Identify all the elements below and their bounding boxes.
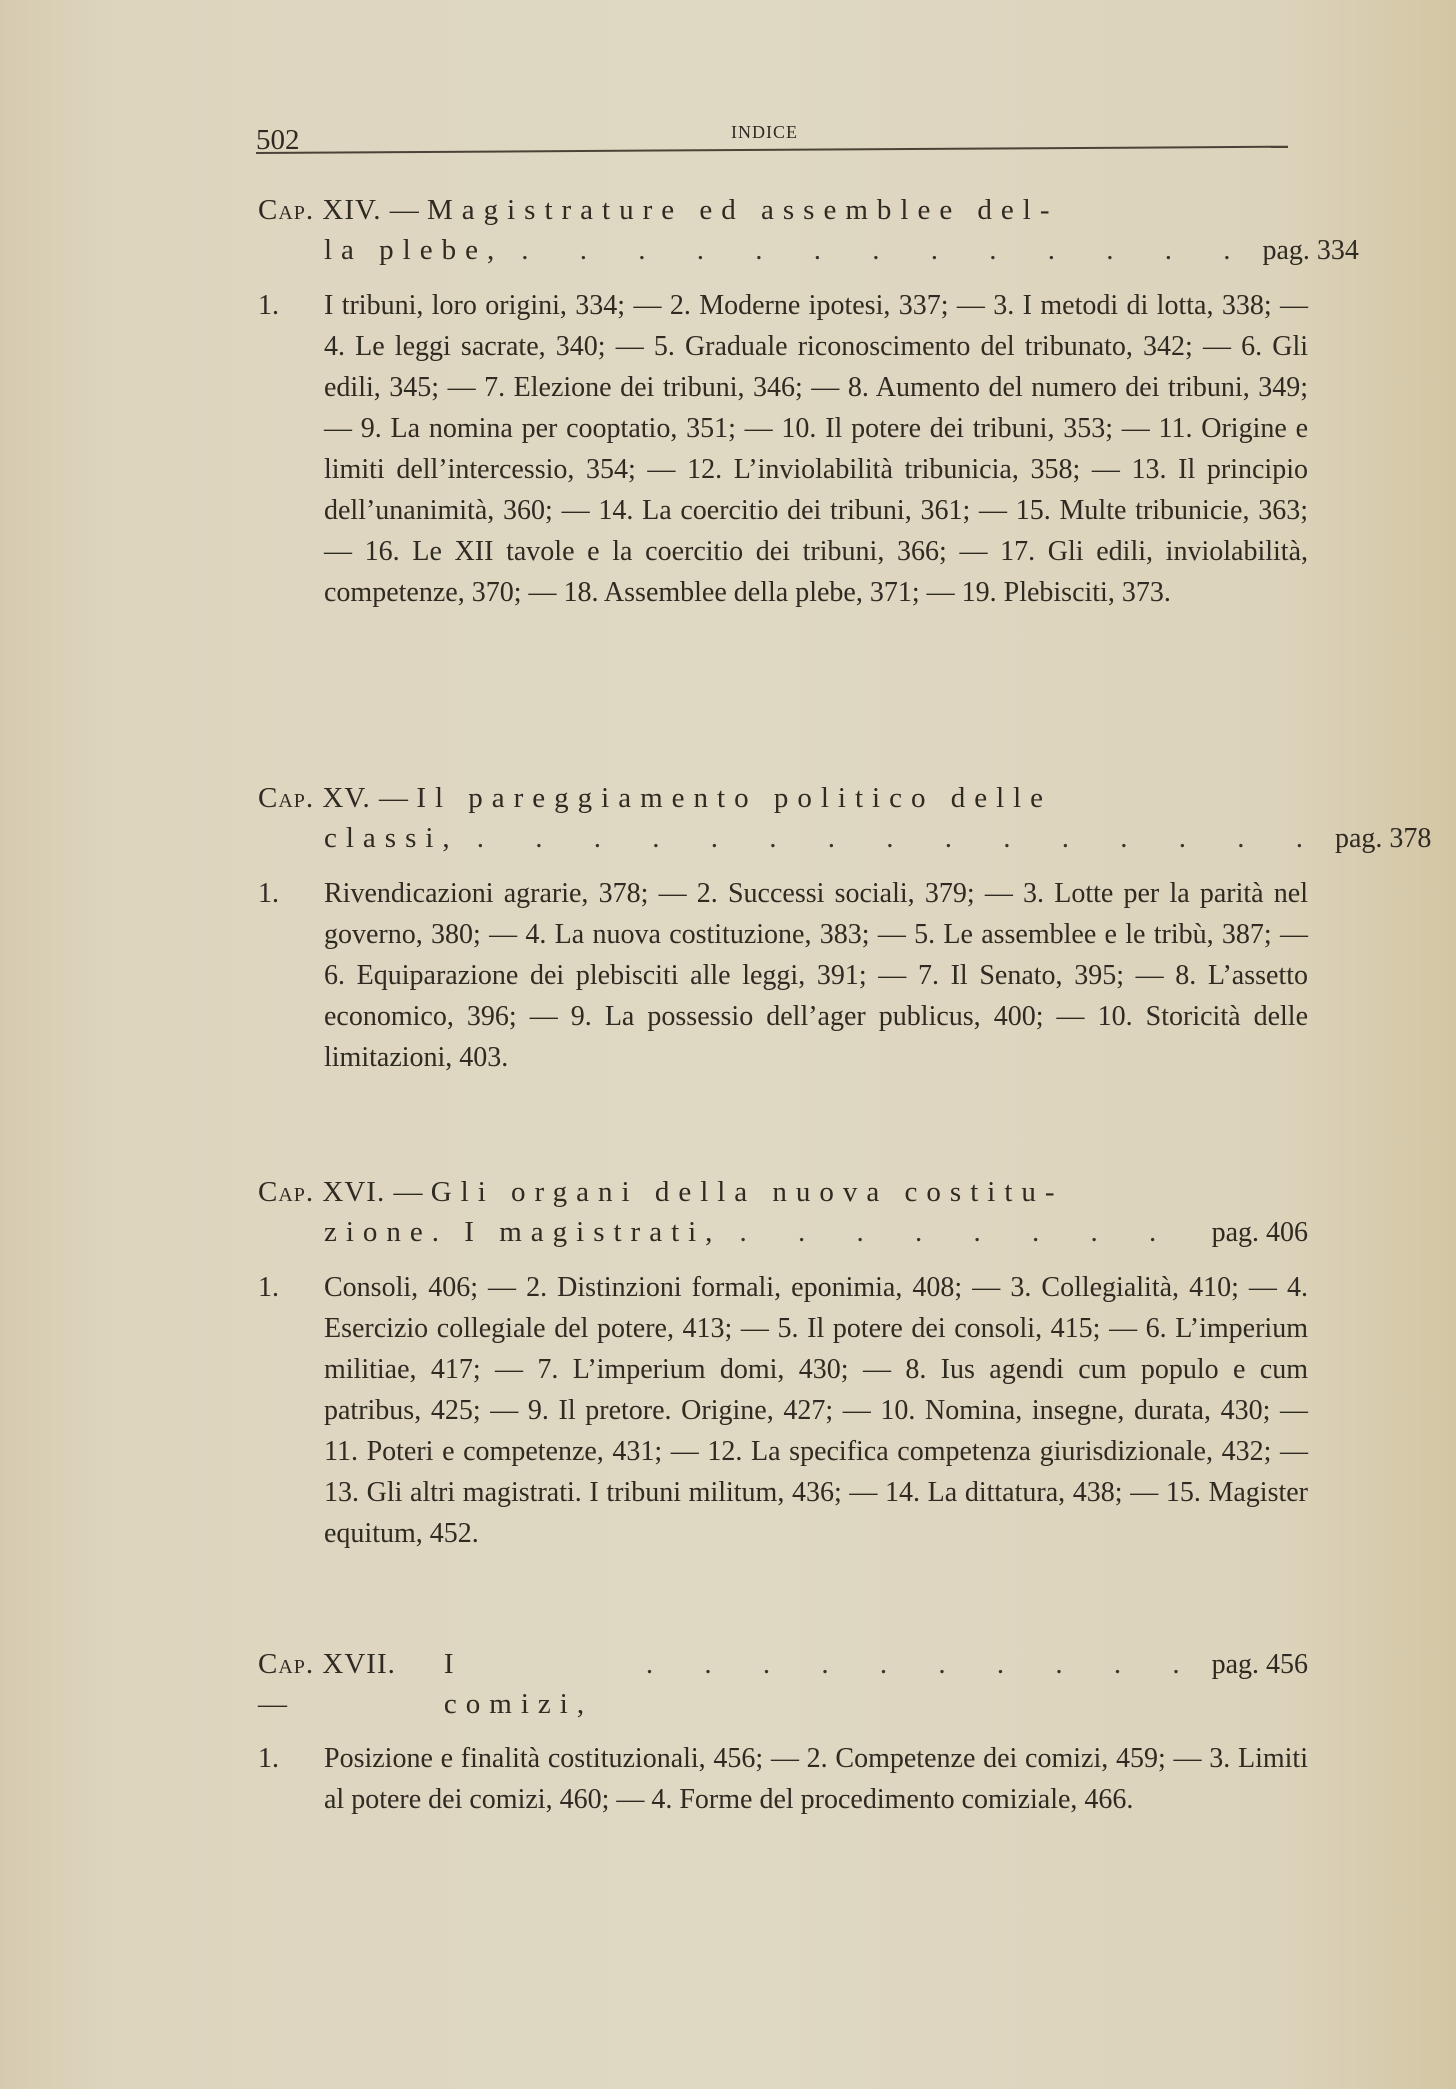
sections-text: Posizione e finalità costituzionali, 456; — 2. Competenze dei comizi, 459; — 3. Limiti al potere dei comizi, 460; — 4. Forme del procedimento comiziale, 466. — [324, 1743, 1308, 1815]
section-number: 1. — [258, 1743, 279, 1774]
chapter-xvi — [258, 1172, 1308, 1554]
chapter-page-ref: pag. 378 — [1334, 823, 1432, 854]
chapter-title-line1: Gli organi della nuova costitu- — [430, 1176, 1064, 1208]
section-number: 1. — [258, 1272, 279, 1303]
chapter-title-line2: la plebe, — [324, 234, 504, 266]
chapter-page-ref: pag. 456 — [1211, 1649, 1308, 1680]
chapter-xvii — [258, 1644, 1308, 1820]
section-number: 1. — [258, 290, 279, 321]
section-number: 1. — [258, 878, 279, 909]
sections-text: I tribuni, loro origini, 334; — 2. Moderne ipotesi, 337; — 3. I metodi di lotta, 338; — 4. Le leggi sacrate, 340; — 5. Graduale riconoscimento del tribunato, 342; — 6. Gli edili, 345; — 7. Elezione dei tribuni, 346; — 8. Aumento del numero dei tribuni, 349; — 9. La nomina per cooptatio, 351; — 10. Il potere dei tribuni, 353; — 11. Origine e limiti dell’intercessio, 354; — 12. L’inviolabilità tribunicia, 358; — 13. Il principio dell’unanimità, 360; — 14. La coercitio dei tribuni, 361; — 15. Multe tribunicie, 363; — 16. Le XII tavole e la coercitio dei tribuni, 366; — 17. Gli edili, inviolabilità, competenze, 370; — 18. Assemblee della plebe, 371; — 19. Plebisciti, 373. — [324, 290, 1308, 608]
chapter-sections — [258, 1738, 1308, 1820]
chapter-xv — [258, 778, 1432, 1078]
dot-leader: . . . . . . . . . . . . . . . — [476, 822, 1325, 854]
chapter-title-line1: I comizi, — [443, 1648, 594, 1720]
dot-leader: . . . . . . . . . . — [645, 1648, 1202, 1680]
chapter-label: Cap. XVI. — — [258, 1176, 424, 1208]
chapter-xiv — [258, 190, 1359, 613]
chapter-heading — [258, 190, 1359, 271]
chapter-label: Cap. XV. — — [258, 782, 410, 814]
chapter-page-ref: pag. 406 — [1211, 1217, 1308, 1248]
dot-leader: . . . . . . . . — [739, 1216, 1179, 1248]
page-number: 502 — [256, 124, 300, 156]
dot-leader: . . . . . . . . . . . . . — [521, 234, 1253, 266]
chapter-heading — [258, 1644, 1308, 1724]
chapter-title-line1: Magistrature ed assemblee del- — [426, 194, 1059, 226]
chapter-heading — [258, 778, 1432, 859]
chapter-title-line2: classi, — [324, 822, 459, 854]
chapter-sections — [258, 873, 1308, 1078]
chapter-label: Cap. XIV. — — [258, 194, 420, 226]
chapter-label: Cap. XVII. — — [258, 1648, 396, 1720]
sections-text: Consoli, 406; — 2. Distinzioni formali, eponimia, 408; — 3. Collegialità, 410; — 4. Esercizio collegiale del potere, 413; — 5. Il potere dei consoli, 415; — 6. L’imperium militiae, 417; — 7. L’imperium domi, 430; — 8. Ius agendi cum populo e cum patribus, 425; — 9. Il pretore. Origine, 427; — 10. Nomina, insegne, durata, 430; — 11. Poteri e competenze, 431; — 12. La specifica competenza giurisdizionale, 432; — 13. Gli altri magistrati. I tribuni militum, 436; — 14. La dittatura, 438; — 15. Magister equitum, 452. — [324, 1272, 1308, 1549]
sections-text: Rivendicazioni agrarie, 378; — 2. Successi sociali, 379; — 3. Lotte per la parità nel governo, 380; — 4. La nuova costituzione, 383; — 5. Le assemblee e le tribù, 387; — 6. Equiparazione dei plebisciti alle leggi, 391; — 7. Il Senato, 395; — 8. L’assetto economico, 396; — 9. La possessio dell’ager publicus, 400; — 10. Storicità delle limitazioni, 403. — [324, 878, 1308, 1073]
chapter-title-line1: Il pareggiamento politico delle — [416, 782, 1053, 814]
chapter-sections — [258, 1267, 1308, 1554]
chapter-heading — [258, 1172, 1308, 1253]
chapter-sections — [258, 285, 1308, 613]
chapter-page-ref: pag. 334 — [1262, 235, 1359, 266]
running-title: INDICE — [731, 122, 798, 142]
chapter-title-line2: zione. I magistrati, — [324, 1216, 722, 1248]
